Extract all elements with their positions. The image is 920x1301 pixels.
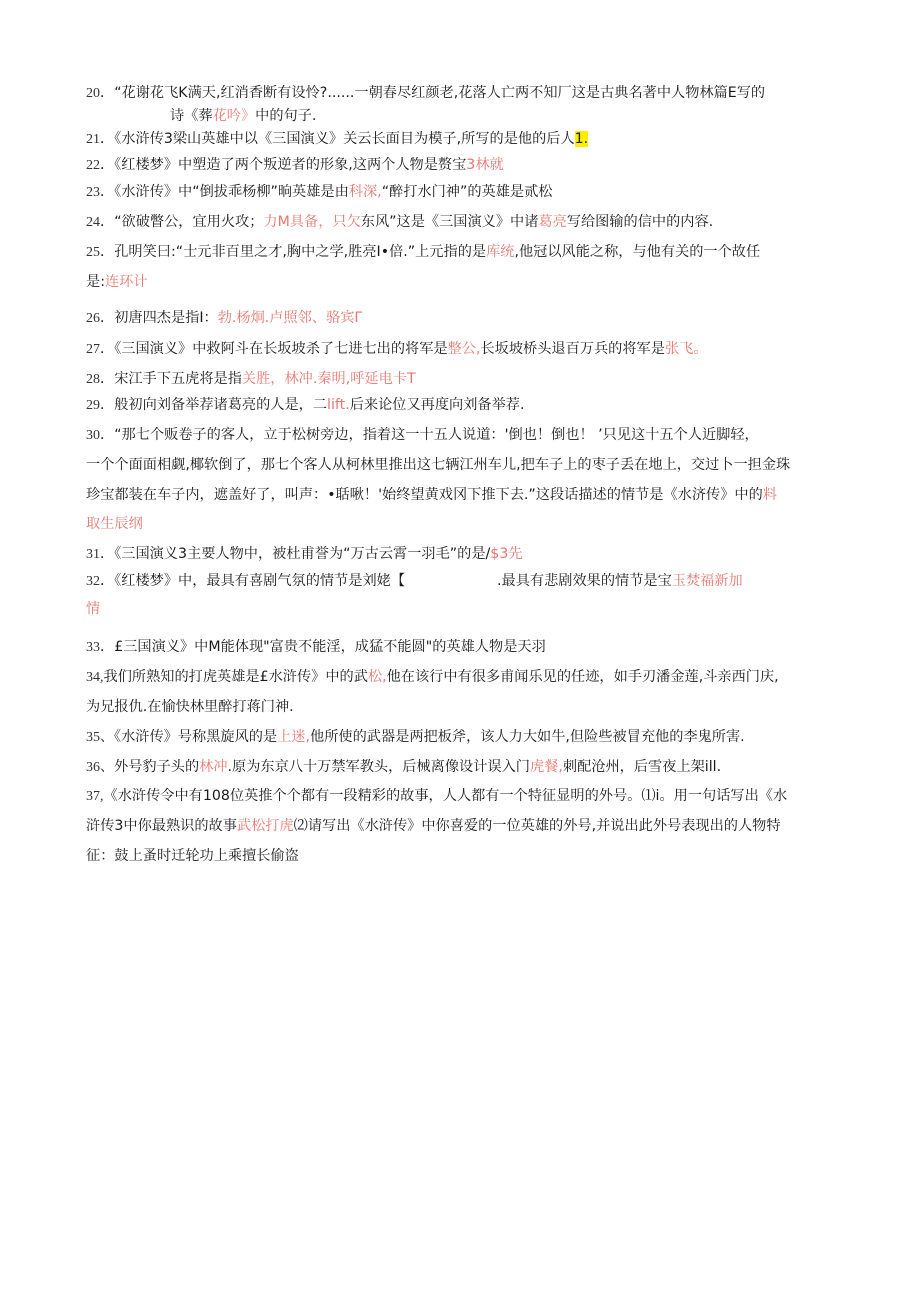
question-text: 后来论位又再度向刘备举荐. [349, 397, 525, 413]
question-text: 为兄报仇.在愉快林里醉打蒋门神. [86, 699, 294, 715]
question-number: 28 [86, 372, 100, 387]
question-29 [86, 395, 524, 416]
question-text: .最具有悲剧效果的情节是宝 [497, 573, 672, 589]
answer-text: 料 [762, 487, 777, 503]
question-30-line-2 [86, 455, 790, 475]
question-22 [86, 155, 504, 176]
answer-text: 连环计 [104, 274, 148, 290]
highlighted-text: 1. [574, 131, 589, 147]
answer-text: 虎餐, [529, 759, 563, 775]
question-36 [86, 757, 721, 778]
question-number: 34, [86, 670, 104, 685]
question-20-line-2 [170, 106, 316, 126]
question-37-line-3 [86, 846, 299, 866]
question-text: 珍宝都装在车子内，遮盖好了，叫声：•聒啾！'始终望黄戏冈下推下去.”这段话描述的情节是《水济传》中的 [86, 487, 763, 503]
question-text: 浒传3中你最熟识的故事 [86, 818, 237, 834]
question-text: 长坂坡桥头退百万兵的将军是 [480, 341, 665, 357]
question-number: 37, [86, 789, 104, 804]
question-text: 是: [86, 274, 105, 290]
answer-text: 张飞。 [664, 341, 708, 357]
question-32-line-2 [86, 599, 100, 619]
question-text: ．孔明笑曰:“士元非百里之才,胸中之学,胜亮I•倍.”上元指的是 [100, 244, 487, 260]
question-text: 诗《葬 [170, 108, 213, 124]
question-text: ．“那七个贩卷子的客人，立于松树旁边，指着这一十五人说道：'倒也！倒也！ ’只见这十五个人近脚轻， [100, 427, 759, 443]
answer-text: 整公, [447, 341, 481, 357]
question-number: 25 [86, 245, 100, 260]
question-text: 一个个面面相觑,椰软倒了，那七个客人从柯林里推出这七辆江州车儿,把车子上的枣子丢在地上，交过卜一担金珠 [86, 457, 791, 473]
question-27 [86, 339, 708, 360]
question-32-line-1 [86, 571, 743, 592]
question-30-line-1 [86, 425, 759, 446]
question-text: 他所使的武器是两把板斧，该人力大如牛,但险些被冒充他的李鬼所害. [310, 729, 745, 745]
answer-text: 玉焚福新加 [671, 573, 743, 589]
question-26 [86, 308, 362, 329]
question-33 [86, 637, 546, 658]
question-number: 35、 [86, 730, 114, 745]
question-24 [86, 212, 713, 233]
question-text: 《水浒传令中有108位英推个个都有一段精彩的故事，人人都有一个特征显明的外号。⑴i。用一句话写出《水 [103, 788, 788, 804]
answer-text: 3林就 [466, 157, 504, 173]
question-text: ⑵请写出《水浒传》中你喜爱的一位英雄的外号,并说出此外号表现出的人物特 [293, 818, 781, 834]
question-number: 27 [86, 342, 100, 357]
question-text: ．《水浒传3梁山英雄中以《三国演义》关云长面目为模子,所写的是他的后人 [100, 131, 575, 147]
answer-text: lift. [327, 397, 350, 413]
answer-text: 葛亮 [538, 214, 567, 230]
answer-text: 武松打虎 [236, 818, 294, 834]
question-text: 征：鼓上蚤时迁轮功上乘擅长偷盗 [86, 848, 299, 864]
question-23 [86, 182, 552, 203]
question-text: “醉打水门神”的英雄是贰松 [381, 184, 553, 200]
question-35 [86, 727, 745, 748]
question-text: .原为东京八十万禁军教头，后械离像设计误入门 [227, 759, 530, 775]
question-31 [86, 544, 523, 565]
answer-text: 松, [367, 669, 387, 685]
question-34-line-2 [86, 697, 294, 717]
answer-text: 力M具备，只欠 [263, 214, 361, 230]
question-text: ．《三国演义》中救阿斗在长坂坡杀了七进七出的将军是 [100, 341, 448, 357]
question-text: ．《三国演义3主要人物中，被杜甫誉为“万古云霄一羽毛”的是/ [100, 546, 491, 562]
question-number: 24 [86, 215, 100, 230]
answer-text: $3先 [490, 546, 523, 562]
question-text: 写给图输的信中的内容. [566, 214, 714, 230]
answer-text: 科深, [348, 184, 382, 200]
question-number: 31 [86, 547, 100, 562]
question-number: 20 [86, 86, 100, 101]
question-30-line-3 [86, 485, 777, 505]
question-number: 36、 [86, 760, 114, 775]
answer-text: 林冲 [199, 759, 228, 775]
question-text: 中的句子. [255, 108, 317, 124]
question-text: ．《红楼梦》中塑造了两个叛逆者的形象,这两个人物是赘宝 [100, 157, 467, 173]
answer-text: 勃.杨炯.卢照邻、骆宾Γ [217, 310, 363, 326]
question-number: 26 [86, 311, 100, 326]
question-text: 东风”这是《三国演义》中诸 [360, 214, 539, 230]
question-number: 32 [86, 574, 100, 589]
question-text: 刺配沧州，后雪夜上架ill. [562, 759, 722, 775]
question-37-line-2 [86, 816, 781, 836]
question-text: 我们所熟知的打虎英雄是£水浒传》中的武 [103, 669, 368, 685]
question-25-line-1 [86, 242, 760, 263]
question-text: 他在该行中有很多甫闻乐见的任迹，如手刃潘金莲,斗亲西门庆, [386, 669, 779, 685]
answer-text: 取生辰纲 [86, 516, 143, 532]
question-text: ,他冠以风能之称，与他有关的一个故任 [514, 244, 761, 260]
answer-text: 上迷, [277, 729, 311, 745]
question-21 [86, 129, 588, 150]
question-text: ．£三国演义》中M能体现"富贵不能淫，成猛不能圆"的英雄人物是天羽 [100, 639, 546, 655]
question-number: 23 [86, 185, 100, 200]
question-25-line-2 [86, 272, 148, 292]
question-text: ．初唐四杰是指I： [100, 310, 218, 326]
question-text: ．“花谢花飞K满天,红消香断有设怜?......一朝春尽红颜老,花落人亡两不知厂这是古典名著中人物林篇E写的 [100, 85, 766, 101]
question-30-line-4 [86, 514, 143, 534]
answer-text: 情 [86, 601, 101, 617]
question-text: 《水浒传》号称黑旋风的是 [114, 729, 278, 745]
question-number: 22 [86, 158, 100, 173]
question-text: 外号豹子头的 [114, 759, 200, 775]
question-20-line-1 [86, 83, 765, 104]
question-37-line-1 [86, 786, 787, 807]
question-text: ．《红楼梦》中，最具有喜剧气氛的情节是刘姥【 [100, 573, 406, 589]
question-number: 33 [86, 640, 100, 655]
answer-text: 花吟》 [212, 108, 256, 124]
question-text: ．“欲破瞥公，宜用火攻； [100, 214, 264, 230]
question-34-line-1 [86, 667, 779, 688]
question-number: 29 [86, 398, 100, 413]
question-28 [86, 369, 416, 390]
answer-text: 库统 [486, 244, 515, 260]
question-number: 30 [86, 428, 100, 443]
question-text: ．宋江手下五虎将是指 [100, 371, 242, 387]
answer-text: 关胜，林冲.秦明,呼延电卡T [241, 371, 416, 387]
question-text: ．《水浒传》中“倒拔乖杨柳”晌英雄是由 [100, 184, 349, 200]
question-number: 21 [86, 132, 100, 147]
question-text: ．般初向刘备举荐诸葛亮的人是，二 [100, 397, 328, 413]
